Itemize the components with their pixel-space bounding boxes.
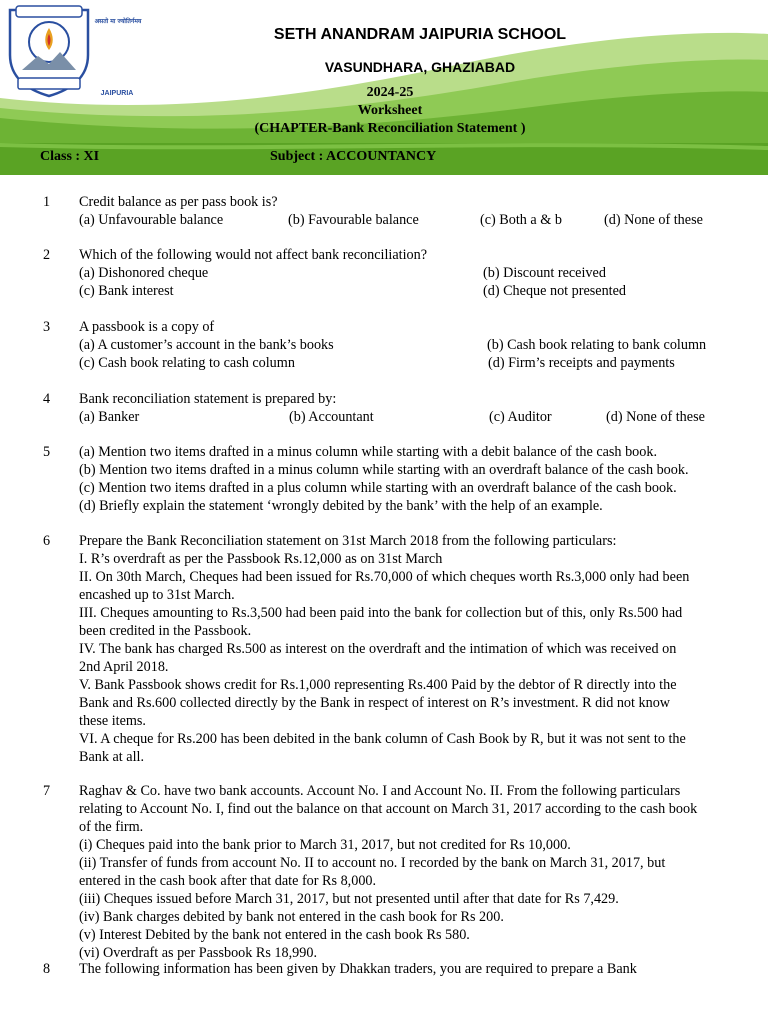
logo-motto: असतो मा ज्योतिर्गमय: [94, 18, 142, 25]
school-logo: [0, 0, 98, 98]
question-line: IV. The bank has charged Rs.500 as interest on the overdraft and the intimation of which was received on: [79, 641, 677, 657]
question-number: 1: [43, 194, 51, 210]
question-text: Which of the following would not affect bank reconciliation?: [79, 247, 428, 263]
question-line: (b) Mention two items drafted in a minus column while starting with an overdraft balance of the cash book.: [79, 462, 689, 478]
question-line: 2nd April 2018.: [79, 659, 169, 675]
question-line: V. Bank Passbook shows credit for Rs.1,000 representing Rs.400 Paid by the debtor of R directly into the: [79, 677, 677, 693]
question-number: 5: [43, 444, 51, 460]
page-header: [0, 0, 768, 175]
chapter-title: (CHAPTER-Bank Reconciliation Statement ): [254, 121, 526, 136]
option-d: (d) None of these: [604, 212, 703, 228]
option-c: (c) Auditor: [489, 409, 552, 425]
question-line: I. R’s overdraft as per the Passbook Rs.12,000 as on 31st March: [79, 551, 443, 567]
question-number: 6: [43, 533, 51, 549]
question-line: The following information has been given by Dhakkan traders, you are required to prepare a Bank: [79, 961, 637, 977]
question-number: 3: [43, 319, 51, 335]
question-line: of the firm.: [79, 819, 144, 835]
question-line: encashed up to 31st March.: [79, 587, 235, 603]
school-location: VASUNDHARA, GHAZIABAD: [324, 59, 516, 75]
question-line: (iv) Bank charges debited by bank not entered in the cash book for Rs 200.: [79, 909, 504, 925]
question-line: Raghav & Co. have two bank accounts. Account No. I and Account No. II. From the following particulars: [79, 783, 681, 799]
option-a: (a) A customer’s account in the bank’s books: [79, 337, 334, 353]
question-text: A passbook is a copy of: [79, 319, 215, 335]
school-name: SETH ANANDRAM JAIPURIA SCHOOL: [273, 26, 567, 43]
option-c: (c) Cash book relating to cash column: [79, 355, 295, 371]
question-line: (v) Interest Debited by the bank not entered in the cash book Rs 580.: [79, 927, 470, 943]
question-line: entered in the cash book after that date for Rs 8,000.: [79, 873, 377, 889]
doc-type: Worksheet: [357, 103, 423, 118]
question-line: (a) Mention two items drafted in a minus column while starting with a debit balance of the cash book.: [79, 444, 657, 460]
question-line: VI. A cheque for Rs.200 has been debited in the bank column of Cash Book by R, but it was not sent to the: [79, 731, 686, 747]
question-number: 2: [43, 247, 51, 263]
question-line: Bank at all.: [79, 749, 145, 765]
option-d: (d) Cheque not presented: [483, 283, 627, 299]
question-line: (c) Mention two items drafted in a plus column while starting with an overdraft balance of the cash book.: [79, 480, 677, 496]
question-text: Bank reconciliation statement is prepared by:: [79, 391, 337, 407]
question-number: 8: [43, 961, 51, 977]
question-line: (iii) Cheques issued before March 31, 2017, but not presented until after that date for Rs 7,429.: [79, 891, 619, 907]
option-a: (a) Dishonored cheque: [79, 265, 209, 281]
option-d: (d) None of these: [606, 409, 705, 425]
question-text: Credit balance as per pass book is?: [79, 194, 278, 210]
option-b: (b) Accountant: [289, 409, 374, 425]
subject-label: Subject : ACCOUNTANCY: [270, 149, 437, 164]
session: 2024-25: [366, 85, 414, 100]
option-c: (c) Bank interest: [79, 283, 174, 299]
question-line: (vi) Overdraft as per Passbook Rs 18,990.: [79, 945, 317, 961]
question-line: been credited in the Passbook.: [79, 623, 252, 639]
question-line: (i) Cheques paid into the bank prior to March 31, 2017, but not credited for Rs 10,000.: [79, 837, 571, 853]
option-a: (a) Banker: [79, 409, 140, 425]
question-line: these items.: [79, 713, 146, 729]
question-line: relating to Account No. I, find out the balance on that account on March 31, 2017 according to the cash book: [79, 801, 698, 817]
question-number: 7: [43, 783, 51, 799]
question-line: Prepare the Bank Reconciliation statement on 31st March 2018 from the following particulars:: [79, 533, 617, 549]
option-b: (b) Cash book relating to bank column: [487, 337, 707, 353]
option-d: (d) Firm’s receipts and payments: [488, 355, 675, 371]
question-line: (d) Briefly explain the statement ‘wrongly debited by the bank’ with the help of an example.: [79, 498, 603, 514]
option-b: (b) Favourable balance: [288, 212, 419, 228]
question-line: II. On 30th March, Cheques had been issued for Rs.70,000 of which cheques worth Rs.3,000 only had been: [79, 569, 690, 585]
option-a: (a) Unfavourable balance: [79, 212, 224, 228]
option-b: (b) Discount received: [483, 265, 606, 281]
question-line: III. Cheques amounting to Rs.3,500 had been paid into the bank for collection but of this, only Rs.500 had: [79, 605, 683, 621]
question-number: 4: [43, 391, 51, 407]
question-line: Bank and Rs.600 collected directly by the Bank in respect of interest on R’s investment. R did not know: [79, 695, 671, 711]
logo-banner: JAIPURIA: [100, 90, 134, 97]
option-c: (c) Both a & b: [480, 212, 562, 228]
question-line: (ii) Transfer of funds from account No. II to account no. I recorded by the bank on March 31, 2017, but: [79, 855, 666, 871]
class-label: Class : XI: [40, 149, 100, 164]
